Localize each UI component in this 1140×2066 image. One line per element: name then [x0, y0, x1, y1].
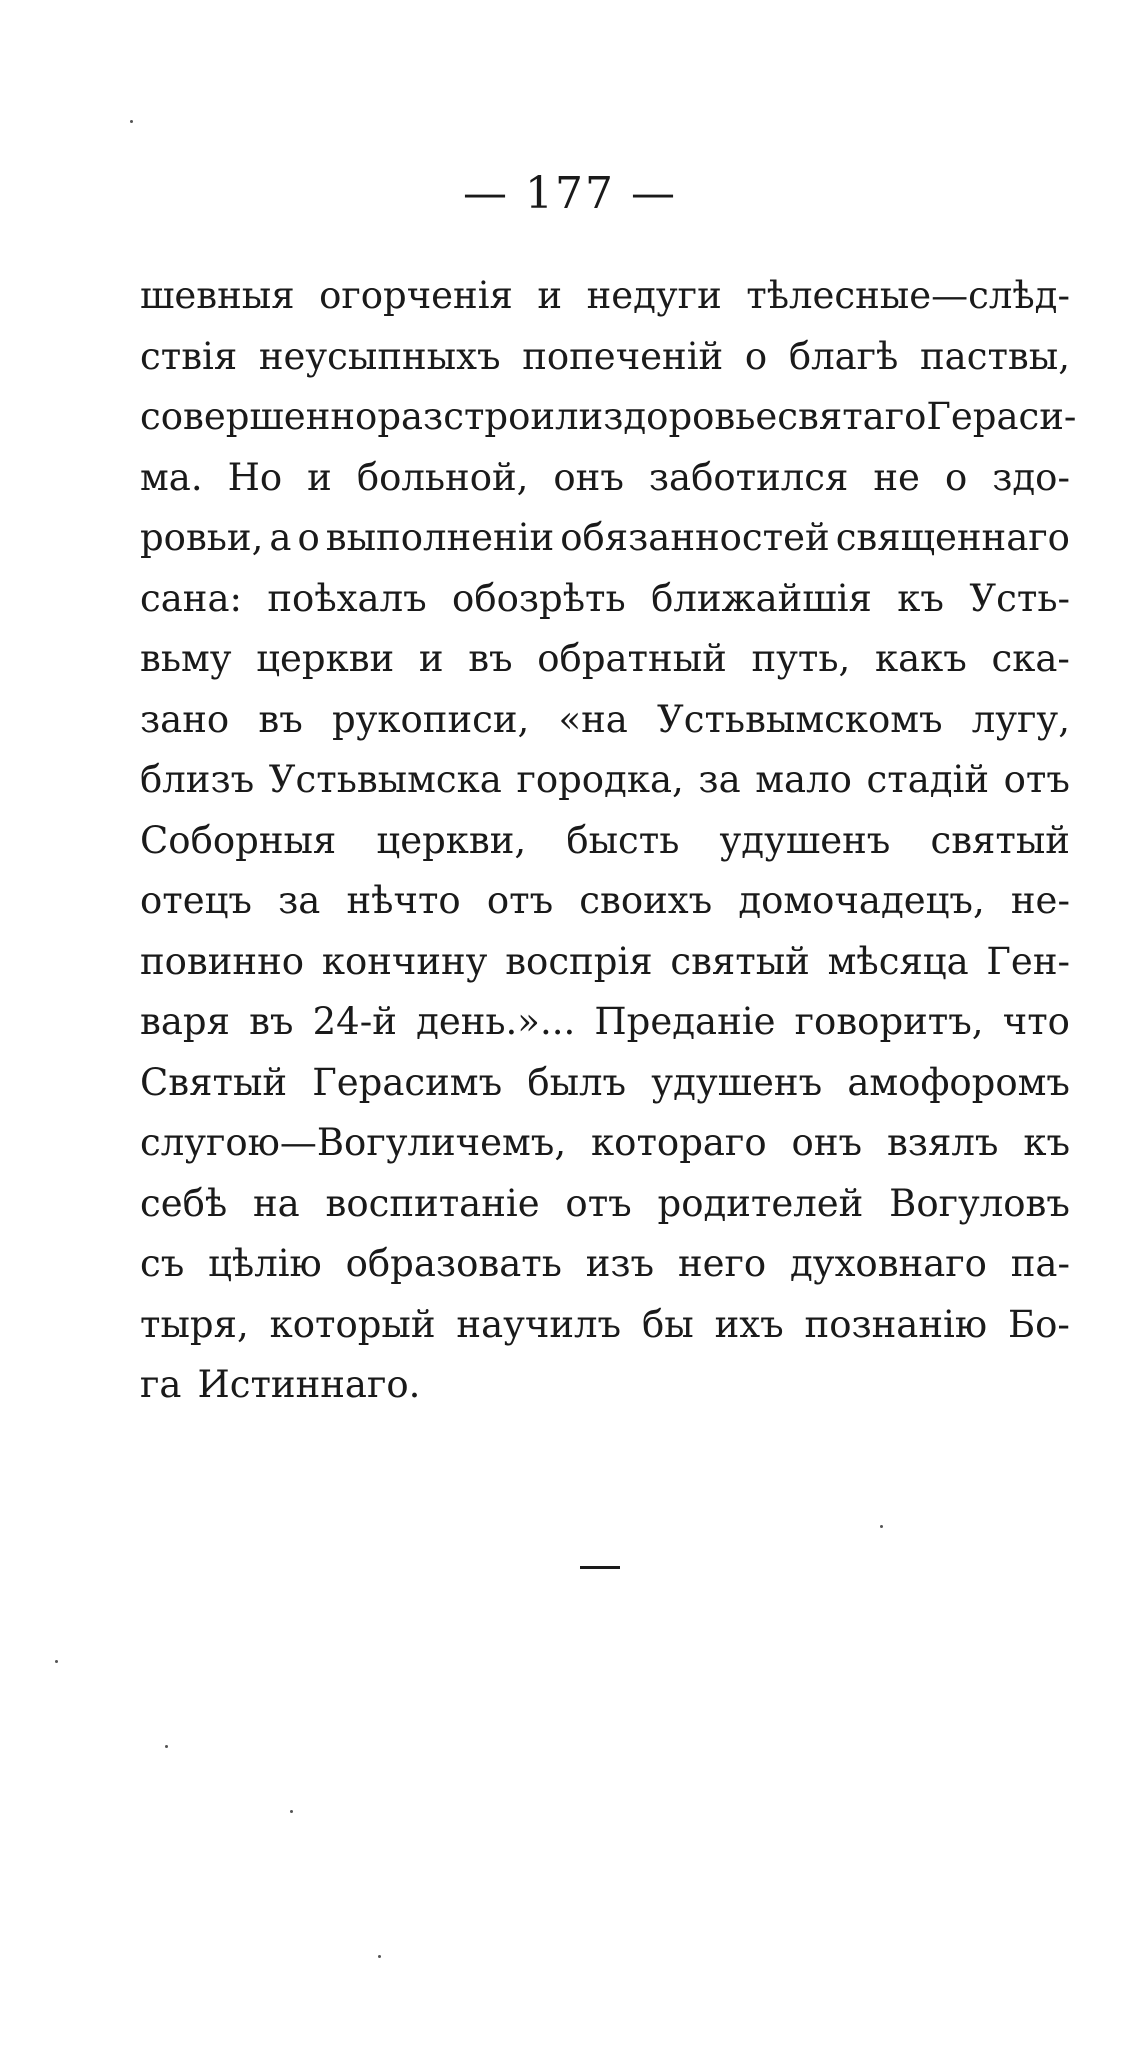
paper-speck [165, 1745, 168, 1748]
word: своихъ [579, 879, 713, 922]
word: Бо- [1007, 1302, 1070, 1346]
word: не [873, 455, 920, 499]
word: воспрія [505, 939, 653, 983]
word: варя [140, 1000, 230, 1043]
word: Святый [140, 1060, 288, 1104]
word: онъ [791, 1121, 863, 1164]
word: о [944, 455, 968, 499]
word: отъ [1003, 758, 1070, 801]
word: за [698, 758, 741, 801]
word: церкви, [376, 818, 527, 862]
text-line [140, 508, 1070, 569]
word: городка, [516, 758, 684, 801]
word: къ [897, 576, 944, 620]
word: зано [140, 697, 230, 741]
word: 24-й [312, 1000, 397, 1043]
word: какъ [874, 637, 967, 680]
word: ихъ [714, 1302, 784, 1346]
word: Вогуловъ [889, 1181, 1070, 1225]
word: о [297, 516, 320, 559]
word: Гераси- [926, 395, 1077, 438]
word: духовнаго [790, 1242, 987, 1285]
word: него [677, 1242, 767, 1285]
word: святый [930, 818, 1070, 862]
word: лугу, [971, 697, 1070, 741]
word: тыря, [140, 1302, 249, 1346]
word: о [744, 334, 768, 378]
word: цѣлію [208, 1242, 322, 1285]
word: ска- [991, 637, 1070, 680]
word: Устьвымска [268, 758, 502, 801]
word: день.»... [416, 1000, 576, 1043]
word: шевныя [140, 274, 295, 317]
word: повинно [140, 939, 305, 983]
word: мѣсяца [827, 939, 969, 983]
word: въ [468, 637, 513, 680]
word: святый [670, 939, 810, 983]
word: Но [227, 455, 283, 499]
word: который [269, 1302, 436, 1346]
text-line [140, 266, 1070, 327]
text-line [140, 387, 1077, 448]
word: отецъ [140, 879, 252, 922]
paper-speck [880, 1525, 883, 1528]
word: обратный [537, 637, 727, 680]
word: Соборныя [140, 818, 337, 862]
text-line [140, 992, 1070, 1053]
word: познанію [804, 1302, 988, 1346]
word: стадій [866, 758, 990, 801]
word: путь, [751, 637, 851, 680]
word: Истиннаго. [197, 1363, 421, 1406]
word: удушенъ [651, 1060, 823, 1104]
text-line [140, 629, 1070, 690]
word: ближайшія [651, 576, 872, 620]
word: обозрѣть [452, 576, 626, 620]
word: не- [1010, 879, 1070, 922]
word: выполненіи [325, 516, 555, 559]
word: себѣ [140, 1181, 228, 1225]
word: «на [558, 697, 628, 741]
text-line [140, 690, 1070, 751]
word: отъ [486, 879, 554, 922]
text-line [140, 1113, 1070, 1174]
word: слугою—Вогуличемъ, [140, 1121, 567, 1164]
word: близъ [140, 758, 255, 801]
page-number: — 177 — [463, 168, 677, 219]
word: ствія [140, 334, 238, 378]
word: Усть- [969, 576, 1070, 620]
word: за [278, 879, 321, 922]
text-line [140, 569, 1070, 630]
word: а [269, 516, 292, 559]
word: говоритъ, [794, 1000, 984, 1043]
word: на [253, 1181, 300, 1225]
word: ма. [140, 455, 203, 499]
word: паствы, [920, 334, 1070, 378]
word: образовать [345, 1242, 562, 1285]
paper-speck [130, 120, 133, 123]
word: недуги [586, 274, 722, 317]
word: поѣхалъ [267, 576, 427, 620]
word: обязанностей [560, 516, 830, 559]
word: здоровье [603, 395, 778, 438]
text-line [140, 1355, 1070, 1416]
word: родителей [657, 1181, 864, 1225]
text-line [140, 448, 1070, 509]
word: научилъ [456, 1302, 622, 1346]
paper-speck [55, 1660, 58, 1663]
word: домочадецъ, [738, 879, 985, 922]
text-line [140, 811, 1070, 872]
text-line [140, 871, 1070, 932]
word: церкви [256, 637, 395, 680]
word: и [418, 637, 444, 680]
word: разстроили [377, 395, 604, 438]
word: вьму [140, 637, 232, 680]
word: отъ [565, 1181, 632, 1225]
text-line [140, 1234, 1070, 1295]
word: съ [140, 1242, 185, 1285]
word: удушенъ [719, 818, 891, 862]
word: благѣ [788, 334, 899, 378]
word: взялъ [886, 1121, 999, 1164]
word: онъ [553, 455, 624, 499]
word: бы [641, 1302, 694, 1346]
word: къ [1023, 1121, 1070, 1164]
word: неусыпныхъ [258, 334, 501, 378]
word: сана: [140, 576, 242, 620]
word: рукописи, [331, 697, 530, 741]
word: воспитаніе [325, 1181, 540, 1225]
body-text [140, 266, 1077, 1416]
text-line [140, 1174, 1070, 1235]
text-line [140, 932, 1070, 993]
word: га [140, 1363, 182, 1406]
word: мало [755, 758, 852, 801]
text-line [140, 327, 1070, 388]
word: заботился [648, 455, 849, 499]
word: котораго [591, 1121, 767, 1164]
word: бысть [566, 818, 680, 862]
text-line [140, 1053, 1070, 1114]
word: Устьвымскомъ [657, 697, 943, 741]
text-line [140, 1295, 1070, 1356]
word: попеченій [522, 334, 724, 378]
text-line [140, 750, 1070, 811]
word: огорченія [319, 274, 513, 317]
word: кончину [321, 939, 488, 983]
word: тѣлесные—слѣд- [746, 274, 1070, 317]
paper-speck [378, 1955, 381, 1958]
word: здо- [992, 455, 1070, 499]
word: совершенно [140, 395, 378, 438]
end-rule [580, 1566, 620, 1569]
word: въ [258, 697, 303, 741]
paper-speck [290, 1810, 293, 1813]
word: что [1002, 1000, 1070, 1043]
word: и [307, 455, 332, 499]
word: въ [249, 1000, 294, 1043]
word: амофоромъ [847, 1060, 1070, 1104]
word: нѣчто [346, 879, 461, 922]
word: Ген- [986, 939, 1070, 983]
word: Герасимъ [312, 1060, 503, 1104]
word: священнаго [835, 516, 1070, 559]
word: ровьи, [140, 516, 264, 559]
word: больной, [356, 455, 529, 499]
word: па- [1010, 1242, 1070, 1285]
word: и [537, 274, 563, 317]
word: изъ [585, 1242, 655, 1285]
word: Преданіе [594, 1000, 776, 1043]
word: былъ [527, 1060, 627, 1104]
word: святаго [777, 395, 927, 438]
